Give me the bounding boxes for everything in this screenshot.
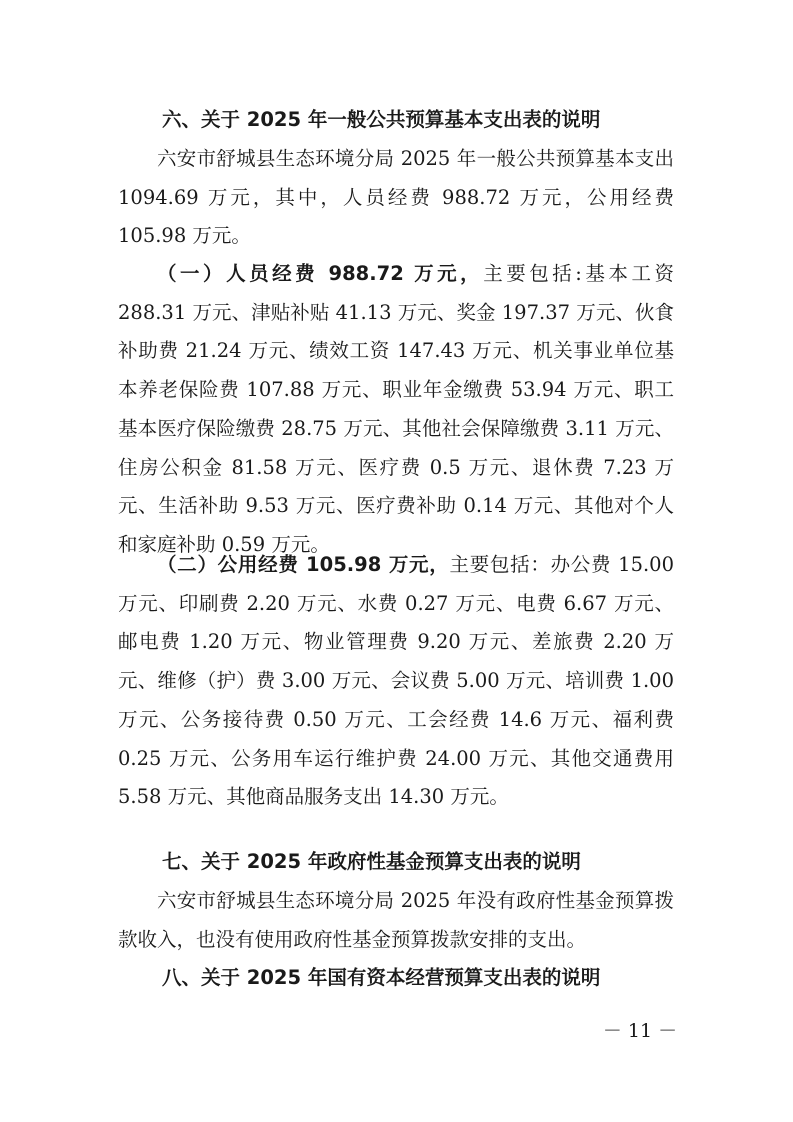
section-8-heading: 八、关于 2025 年国有资本经营预算支出表的说明 [162, 966, 601, 989]
section-6-paragraph-1-text: 六安市舒城县生态环境分局 2025 年一般公共预算基本支出 1094.69 万元，其中，人员经费 988.72 万元，公用经费 105.98 万元。 [118, 147, 674, 248]
section-7-heading: 七、关于 2025 年政府性基金预算支出表的说明 [162, 850, 581, 873]
section-7-paragraph-1-text: 六安市舒城县生态环境分局 2025 年没有政府性基金预算拨款收入，也没有使用政府性基金预算拨款安排的支出。 [118, 889, 674, 951]
section-6-paragraph-2 [118, 255, 674, 565]
personnel-expense-lead: （一）人员经费 988.72 万元， [157, 262, 484, 285]
section-6-paragraph-1 [118, 140, 674, 256]
section-6-paragraph-3 [118, 546, 674, 817]
public-expense-lead: （二）公用经费 105.98 万元， [157, 553, 450, 576]
page-number: － 11 － [602, 1020, 678, 1042]
section-6-paragraph-2-text [118, 255, 674, 565]
public-expense-body: 主要包括：办公费 15.00 万元、印刷费 2.20 万元、水费 0.27 万元、电费 6.67 万元、邮电费 1.20 万元、物业管理费 9.20 万元、差旅费 2.20 万元、维修（护）费 3.00 万元、会议费 5.00 万元、培训费 1.00 万元、公务接待费 0.50 万元、工会经费 14.6 万元、福利费 0.25 万元、公务用车运行维护费 24.00 万元、其他交通费用 5.58 万元、其他商品服务支出 14.30 万元。 [118, 553, 674, 809]
personnel-expense-body: 主要包括:基本工资 288.31 万元、津贴补贴 41.13 万元、奖金 197.37 万元、伙食补助费 21.24 万元、绩效工资 147.43 万元、机关事业单位基本养老保险费 107.88 万元、职业年金缴费 53.94 万元、职工基本医疗保险缴费 28.75 万元、其他社会保障缴费 3.11 万元、住房公积金 81.58 万元、医疗费 0.5 万元、退休费 7.23 万元、生活补助 9.53 万元、医疗费补助 0.14 万元、其他对个人和家庭补助 0.59 万元。 [118, 262, 674, 556]
section-7-paragraph-1 [118, 882, 674, 959]
section-6-heading: 六、关于 2025 年一般公共预算基本支出表的说明 [162, 108, 601, 131]
section-6-paragraph-3-text [118, 546, 674, 817]
